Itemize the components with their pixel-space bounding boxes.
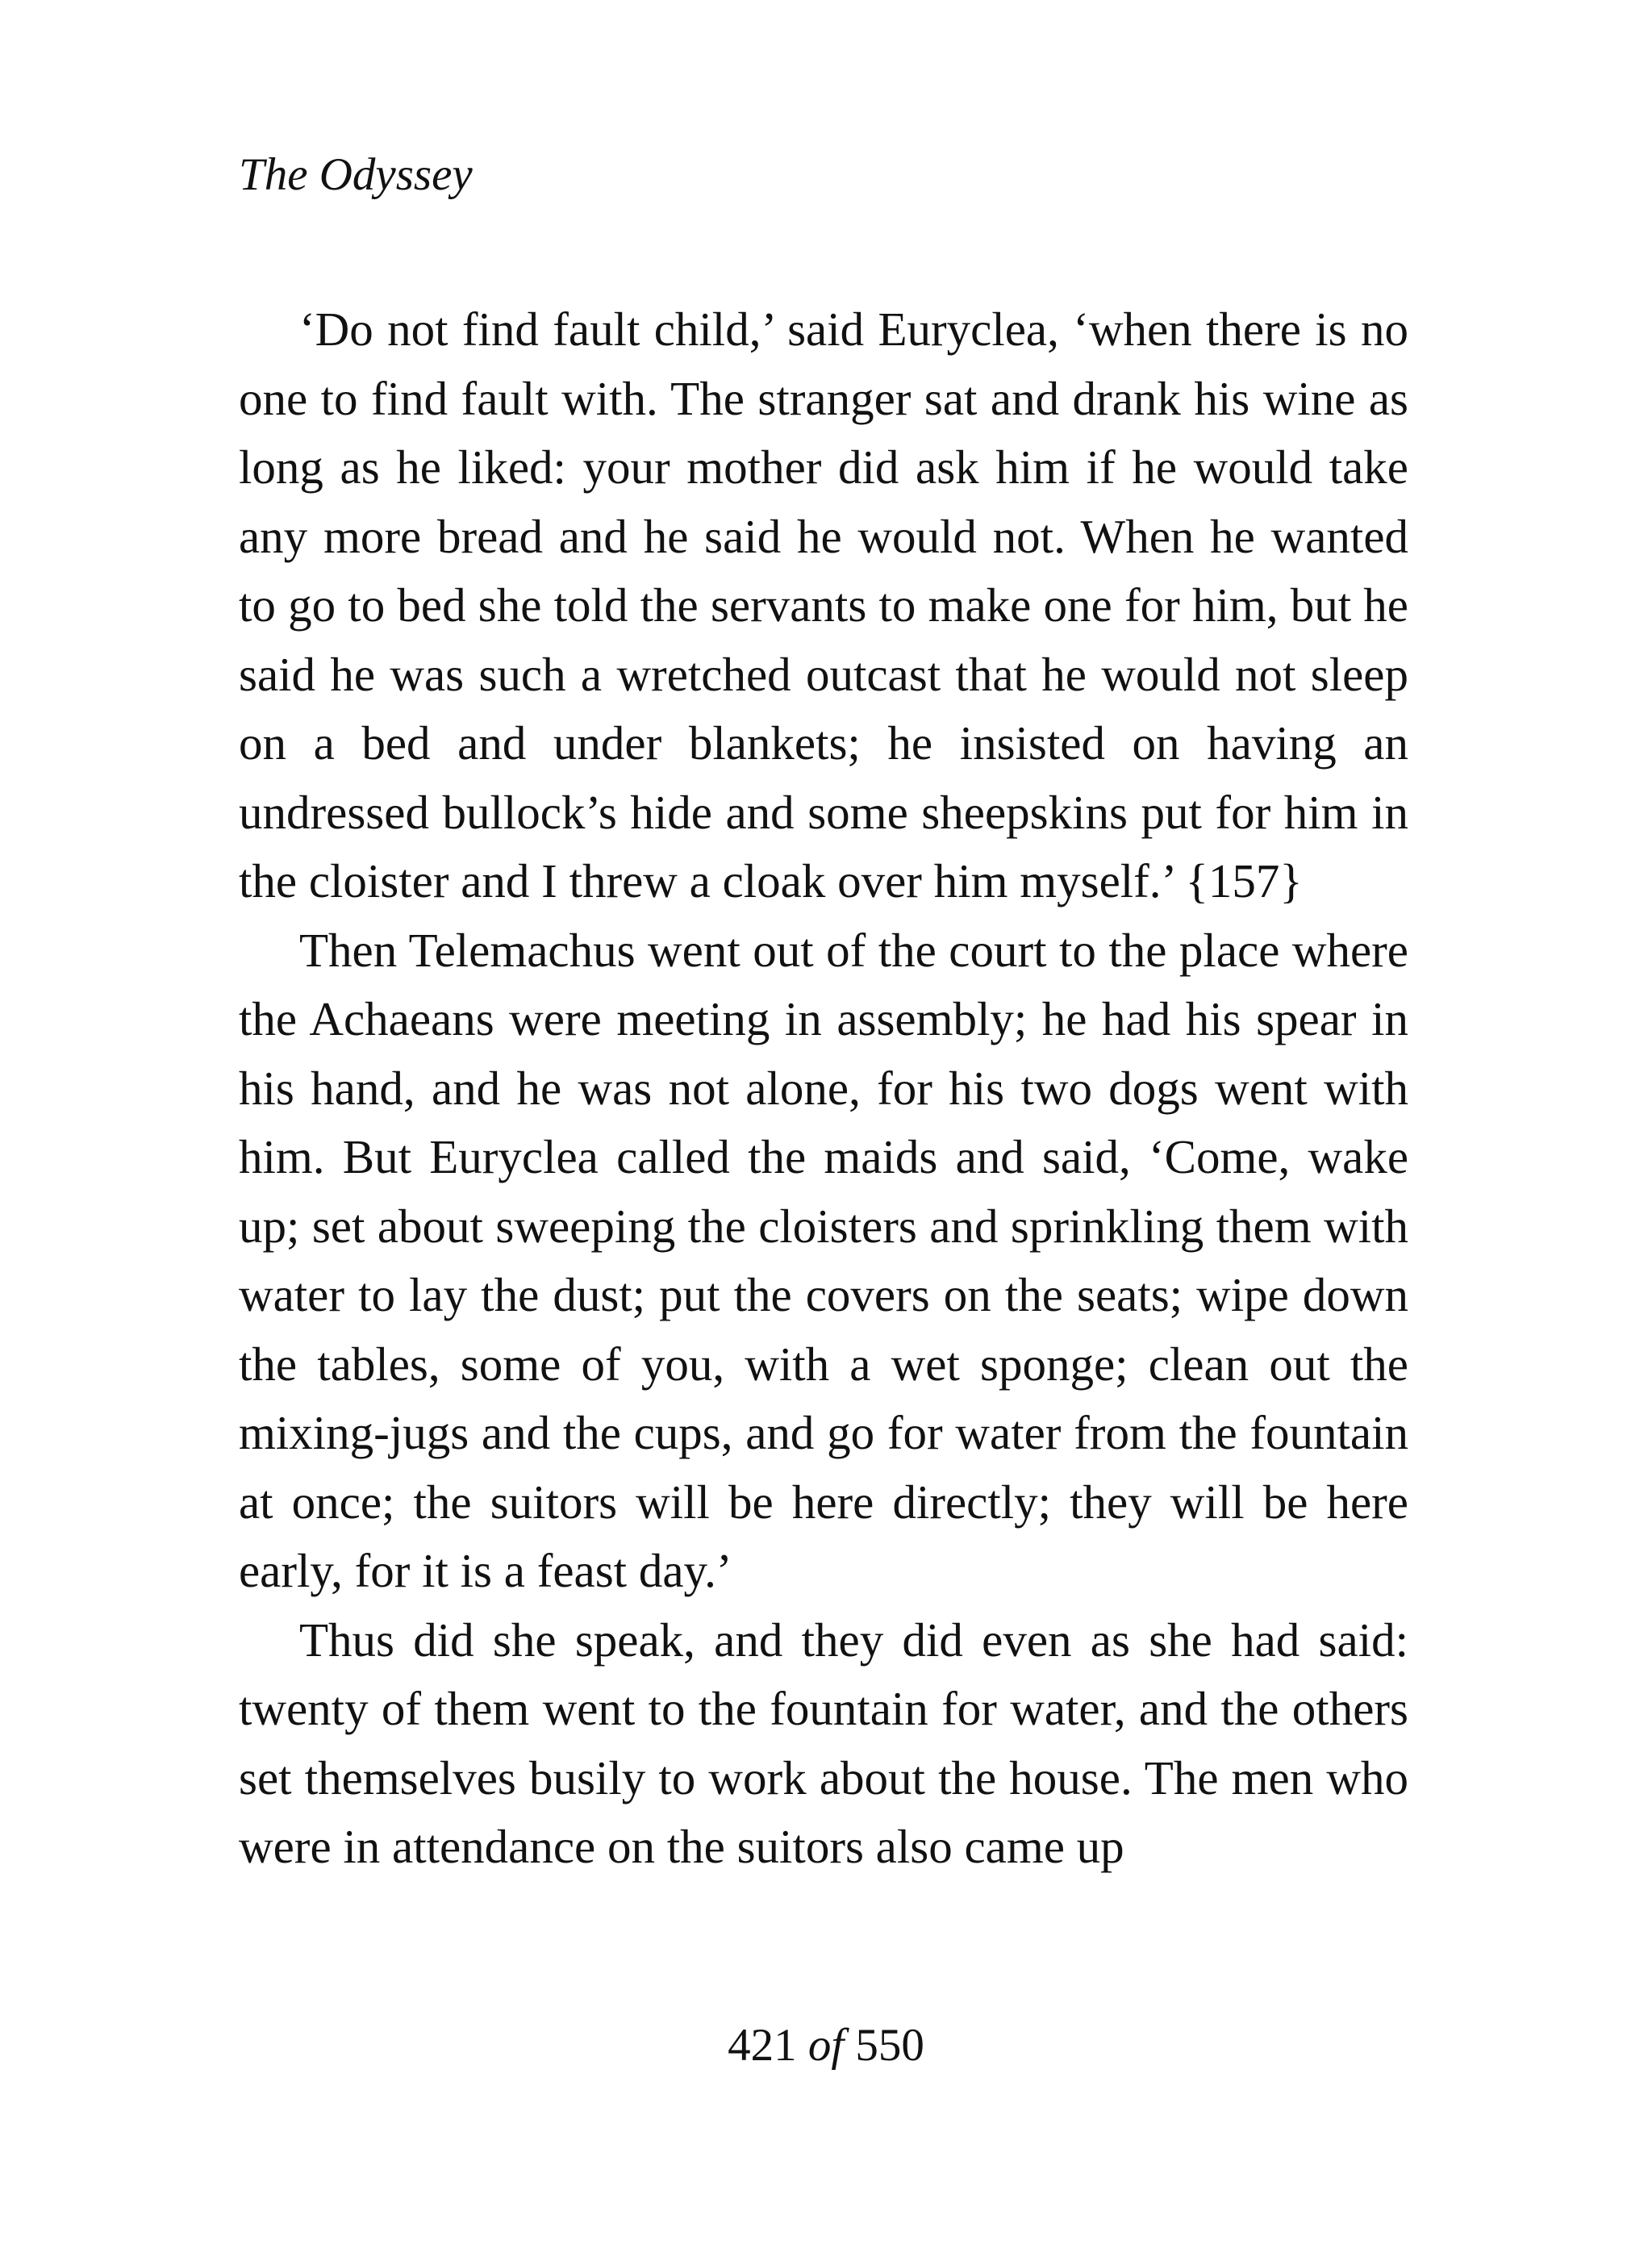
page-number bbox=[0, 2020, 1652, 2071]
page-body bbox=[239, 295, 1408, 1882]
paragraph-2: Then Telemachus went out of the court to the place where the Achaeans were meeting in assembly; he had his spear in his hand, and he was not alone, for his two dogs went with him. But Euryclea called the maids and said, ‘Come, wake up; set about sweeping the cloisters and sprinkling them with water to lay the dust; put the covers on the seats; wipe down the tables, some of you, with a wet sponge; clean out the mixing-jugs and the cups, and go for water from the fountain at once; the suitors will be here directly; they will be here early, for it is a feast day.’ bbox=[239, 923, 1408, 1597]
paragraph-3: Thus did she speak, and they did even as she had said: twenty of them went to the fountain for water, and the others set themselves busily to work about the house. The men who were in attendance on the suitors also came up bbox=[239, 1613, 1408, 1873]
running-title: The Odyssey bbox=[239, 149, 473, 200]
current-page-number: 421 bbox=[728, 2020, 797, 2071]
of-label: of bbox=[807, 2020, 845, 2071]
paragraph-1: ‘Do not find fault child,’ said Euryclea, ‘when there is no one to find fault with. The stranger sat and drank his wine as long as he liked: your mother did ask him if he would take any more bread and he said he would not. When he wanted to go to bed she told the servants to make one for him, but he said he was such a wretched outcast that he would not sleep on a bed and under blankets; he insisted on having an undressed bullock’s hide and some sheepskins put for him in the cloister and I threw a cloak over him myself.’ {157} bbox=[239, 302, 1408, 907]
total-pages: 550 bbox=[855, 2020, 924, 2071]
